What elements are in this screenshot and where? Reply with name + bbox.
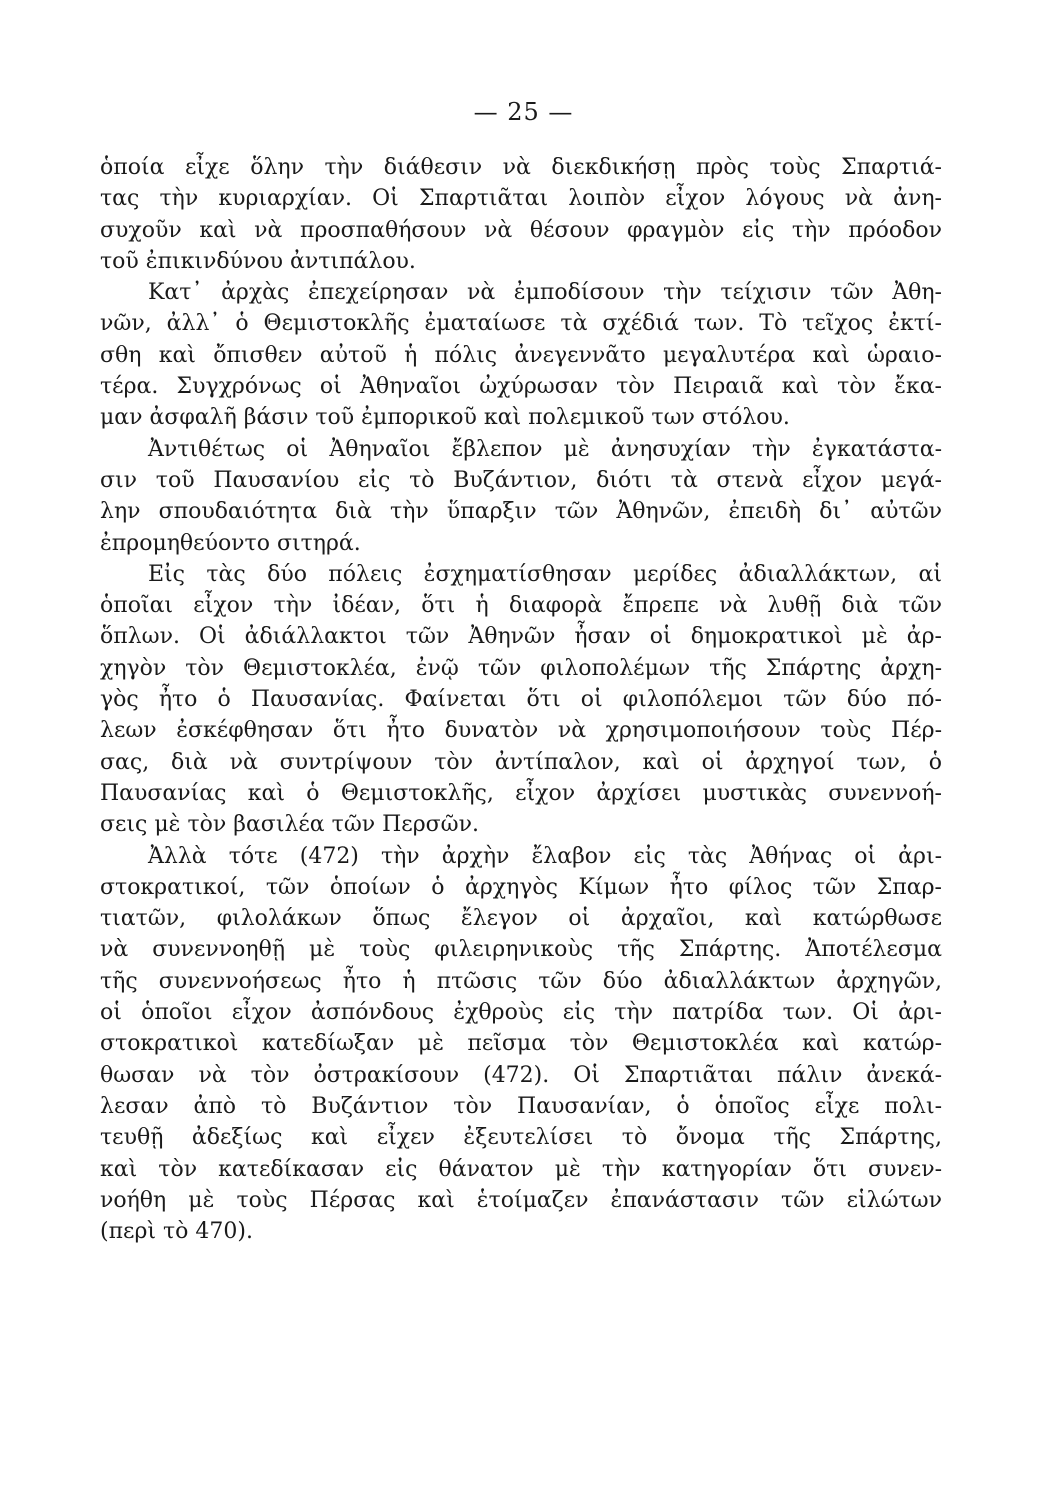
text-line: ὁποῖαι εἶχον τὴν ἰδέαν, ὅτι ἡ διαφορὰ ἔπρεπε νὰ λυθῇ διὰ τῶν [100,593,942,619]
text-line: (περὶ τὸ 470). [100,1219,253,1245]
text-line: μαν ἀσφαλῆ βάσιν τοῦ ἐμπορικοῦ καὶ πολεμικοῦ των στόλου. [100,405,790,431]
text-line: Κατ᾽ ἀρχὰς ἐπεχείρησαν νὰ ἐμποδίσουν τὴν τείχισιν τῶν Ἀθη- [148,280,942,306]
text-line: χηγὸν τὸν Θεμιστοκλέα, ἐνῷ τῶν φιλοπολέμων τῆς Σπάρτης ἀρχη- [100,655,942,681]
text-line: τῆς συνεννοήσεως ἦτο ἡ πτῶσις τῶν δύο ἀδιαλλάκτων ἀρχηγῶν, [100,968,942,994]
text-line: τευθῇ ἀδεξίως καὶ εἶχεν ἐξευτελίσει τὸ ὄνομα τῆς Σπάρτης, [100,1125,942,1151]
text-line: Ἀλλὰ τότε (472) τὴν ἀρχὴν ἔλαβον εἰς τὰς Ἀθήνας οἱ ἀρι- [148,843,942,869]
text-line: γὸς ἦτο ὁ Παυσανίας. Φαίνεται ὅτι οἱ φιλοπόλεμοι τῶν δύο πό- [100,687,942,713]
text-line: λην σπουδαιότητα διὰ τὴν ὕπαρξιν τῶν Ἀθηνῶν, ἐπειδὴ δι᾽ αὐτῶν [100,499,942,525]
text-line: σθη καὶ ὄπισθεν αὐτοῦ ἡ πόλις ἀνεγεννᾶτο μεγαλυτέρα καὶ ὡραιο- [100,342,942,368]
text-line: Παυσανίας καὶ ὁ Θεμιστοκλῆς, εἶχον ἀρχίσει μυστικὰς συνεννοή- [100,780,942,806]
text-line: λεσαν ἀπὸ τὸ Βυζάντιον τὸν Παυσανίαν, ὁ ὁποῖος εἶχε πολι- [100,1093,942,1119]
text-line: στοκρατικοὶ κατεδίωξαν μὲ πεῖσμα τὸν Θεμιστοκλέα καὶ κατώρ- [100,1031,942,1057]
text-line: Ἀντιθέτως οἱ Ἀθηναῖοι ἔβλεπον μὲ ἀνησυχίαν τὴν ἐγκατάστα- [148,436,942,462]
page-number: — 25 — [473,98,574,126]
text-line: οἱ ὁποῖοι εἶχον ἀσπόνδους ἐχθροὺς εἰς τὴν πατρίδα των. Οἱ ἀρι- [100,1000,942,1026]
body-text [100,152,942,1247]
text-line: τας τὴν κυριαρχίαν. Οἱ Σπαρτιᾶται λοιπὸν εἶχον λόγους νὰ ἀνη- [100,186,942,212]
text-line: νῶν, ἀλλ᾽ ὁ Θεμιστοκλῆς ἐματαίωσε τὰ σχέδιά των. Τὸ τεῖχος ἐκτί- [100,311,942,337]
text-line: θωσαν νὰ τὸν ὀστρακίσουν (472). Οἱ Σπαρτιᾶται πάλιν ἀνεκά- [100,1062,942,1088]
text-line: τοῦ ἐπικινδύνου ἀντιπάλου. [100,248,416,274]
text-line: τιατῶν, φιλολάκων ὅπως ἔλεγον οἱ ἀρχαῖοι, καὶ κατώρθωσε [100,906,942,932]
text-line: Εἰς τὰς δύο πόλεις ἐσχηματίσθησαν μερίδες ἀδιαλλάκτων, αἱ [148,561,942,587]
text-line: σιν τοῦ Παυσανίου εἰς τὸ Βυζάντιον, διότι τὰ στενὰ εἶχον μεγά- [100,467,942,493]
text-line: ὁποία εἶχε ὅλην τὴν διάθεσιν νὰ διεκδικήσῃ πρὸς τοὺς Σπαρτιά- [100,155,942,180]
text-line: ἐπρομηθεύοντο σιτηρά. [100,530,361,556]
text-line: καὶ τὸν κατεδίκασαν εἰς θάνατον μὲ τὴν κατηγορίαν ὅτι συνεν- [100,1156,942,1182]
text-line: σεις μὲ τὸν βασιλέα τῶν Περσῶν. [100,812,479,838]
text-line: ὅπλων. Οἱ ἀδιάλλακτοι τῶν Ἀθηνῶν ἦσαν οἱ δημοκρατικοὶ μὲ ἀρ- [100,624,942,650]
text-line: νὰ συνεννοηθῇ μὲ τοὺς φιλειρηνικοὺς τῆς Σπάρτης. Ἀποτέλεσμα [100,937,942,963]
text-line: λεων ἐσκέφθησαν ὅτι ἦτο δυνατὸν νὰ χρησιμοποιήσουν τοὺς Πέρ- [100,718,942,744]
text-line: τέρα. Συγχρόνως οἱ Ἀθηναῖοι ὠχύρωσαν τὸν Πειραιᾶ καὶ τὸν ἔκα- [100,374,942,400]
text-line: σας, διὰ νὰ συντρίψουν τὸν ἀντίπαλον, καὶ οἱ ἀρχηγοί των, ὁ [100,749,942,775]
text-line: στοκρατικοί, τῶν ὁποίων ὁ ἀρχηγὸς Κίμων ἦτο φίλος τῶν Σπαρ- [100,874,942,900]
text-line: νοήθη μὲ τοὺς Πέρσας καὶ ἑτοίμαζεν ἐπανάστασιν τῶν εἱλώτων [100,1187,942,1213]
text-line: συχοῦν καὶ νὰ προσπαθήσουν νὰ θέσουν φραγμὸν εἰς τὴν πρόοδον [100,217,942,243]
